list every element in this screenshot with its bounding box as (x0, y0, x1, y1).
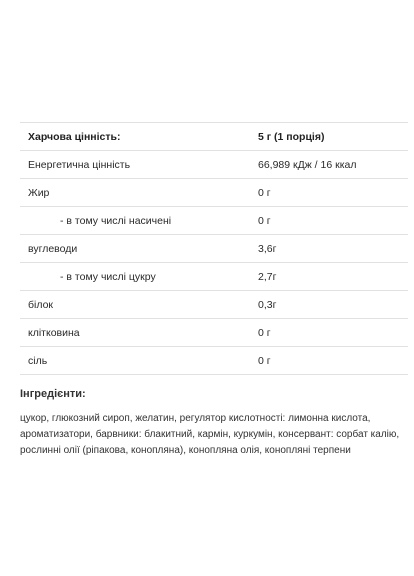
nutrition-table (20, 122, 408, 375)
nutrition-label: - в тому числі насичені (20, 207, 250, 235)
nutrition-value: 0 г (250, 319, 408, 347)
nutrition-row-energy (20, 151, 408, 179)
nutrition-label: вуглеводи (20, 235, 250, 263)
ingredients-line: цукор, глюкозний сироп, желатин, регулятор кислотності: лимонна кислота, (20, 413, 371, 424)
nutrition-row-carbohydrates (20, 235, 408, 263)
ingredients-text (20, 411, 408, 459)
nutrition-header-row (20, 123, 408, 151)
nutrition-row-fiber (20, 319, 408, 347)
nutrition-row-salt (20, 347, 408, 375)
nutrition-label: сіль (20, 347, 250, 375)
nutrition-value: 0 г (250, 179, 408, 207)
nutrition-value: 0 г (250, 347, 408, 375)
nutrition-value: 66,989 кДж / 16 ккал (250, 151, 408, 179)
ingredients-line: рослинні олії (ріпакова, конопляна), конопляна олія, конопляні терпени (20, 445, 351, 456)
nutrition-label: Жир (20, 179, 250, 207)
nutrition-row-saturated-fat (20, 207, 408, 235)
ingredients-title: Інгредієнти: (20, 388, 86, 400)
nutrition-row-protein (20, 291, 408, 319)
ingredients-line: ароматизатори, барвники: блакитний, кармін, куркумін, консервант: сорбат калію, (20, 429, 400, 440)
nutrition-label: Енергетична цінність (20, 151, 250, 179)
nutrition-label: білок (20, 291, 250, 319)
nutrition-value: 0,3г (250, 291, 408, 319)
nutrition-label: - в тому числі цукру (20, 263, 250, 291)
nutrition-header-label: Харчова цінність: (20, 123, 250, 151)
nutrition-value: 0 г (250, 207, 408, 235)
nutrition-value: 2,7г (250, 263, 408, 291)
nutrition-row-fat (20, 179, 408, 207)
nutrition-header-value: 5 г (1 порція) (250, 123, 408, 151)
nutrition-value: 3,6г (250, 235, 408, 263)
nutrition-row-sugars (20, 263, 408, 291)
nutrition-label: клітковина (20, 319, 250, 347)
